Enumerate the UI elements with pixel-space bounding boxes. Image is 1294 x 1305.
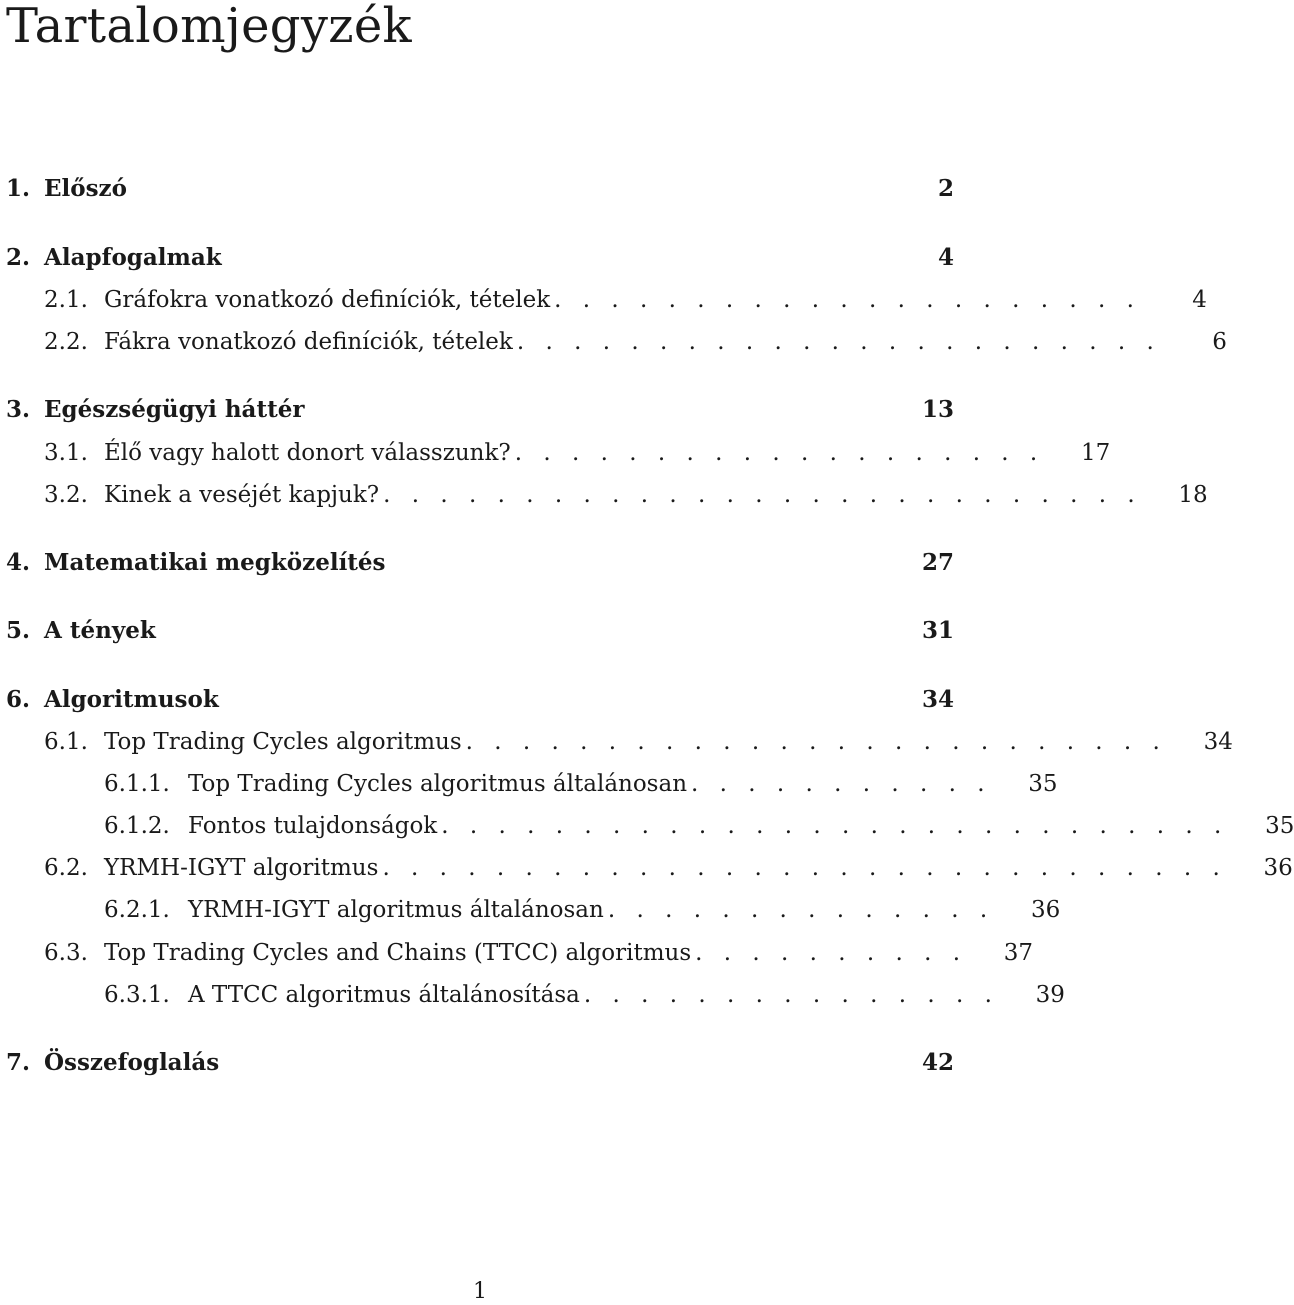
toc-number: 6.: [6, 686, 31, 713]
toc-leader-dots: . . . . . . . . . . . . . . . . . . . . .: [554, 287, 1141, 313]
toc-label: A tények: [44, 617, 156, 644]
toc-page: 18: [1178, 482, 1208, 508]
toc-page: 34: [1203, 729, 1233, 755]
toc-number: 6.1.: [44, 729, 88, 755]
toc-leader-dots: . . . . . . . . . . . . . . . . . . . . . . . . . . . . . .: [382, 855, 1227, 881]
toc-chapter-7[interactable]: [0, 1046, 960, 1080]
toc-leader-dots: . . . . . . . . . . . . . . .: [583, 982, 999, 1008]
toc-subsection-6-2-1[interactable]: [0, 893, 1061, 927]
toc-subsection-6-1-1[interactable]: [0, 767, 1058, 801]
toc-page: 35: [1028, 771, 1058, 797]
toc-page: 34: [921, 686, 954, 713]
page-number: 1: [473, 1279, 487, 1304]
toc-label: Matematikai megközelítés: [44, 549, 386, 576]
toc-number: 6.1.1.: [104, 771, 170, 797]
toc-label: Összefoglalás: [44, 1049, 220, 1076]
toc-label: Élő vagy halott donort válasszunk?: [104, 440, 511, 466]
toc-leader-dots: . . . . . . . . . . . . . .: [607, 897, 995, 923]
toc-leader-dots: . . . . . . . . . . . . . . . . . . . . . . . . .: [465, 729, 1167, 755]
toc-number: 1.: [6, 175, 31, 202]
toc-page: 27: [921, 549, 954, 576]
toc-leader-dots: . . . . . . . . . . .: [691, 771, 992, 797]
toc-section-3-2[interactable]: [0, 478, 1208, 512]
toc-label: Egészségügyi háttér: [44, 396, 305, 423]
toc-page: 42: [921, 1049, 954, 1076]
toc-section-2-1[interactable]: [0, 283, 1207, 317]
toc-number: 4.: [6, 549, 31, 576]
toc-section-6-3[interactable]: [0, 936, 1034, 970]
toc-number: 6.3.: [44, 940, 88, 966]
toc-label: Kinek a veséjét kapjuk?: [104, 482, 380, 508]
toc-number: 6.3.1.: [104, 982, 170, 1008]
toc-leader-dots: . . . . . . . . . . . . . . . . . . . . . . . . . . . .: [441, 813, 1229, 839]
toc-number: 2.: [6, 244, 31, 271]
toc-page: 6: [1212, 329, 1227, 355]
toc-leader-dots: . . . . . . . . . .: [695, 940, 968, 966]
page-title: Tartalomjegyzék: [6, 0, 412, 54]
toc-label: YRMH-IGYT algoritmus általánosan: [188, 897, 604, 923]
toc-subsection-6-1-2[interactable]: [0, 809, 1294, 843]
toc-page: 2: [937, 175, 954, 202]
toc-chapter-1[interactable]: [0, 172, 960, 206]
toc-label: Gráfokra vonatkozó definíciók, tételek: [104, 287, 551, 313]
toc-label: Fákra vonatkozó definíciók, tételek: [104, 329, 513, 355]
toc-leader-dots: . . . . . . . . . . . . . . . . . . . . . . .: [516, 329, 1161, 355]
toc-chapter-2[interactable]: [0, 241, 960, 275]
toc-subsection-6-3-1[interactable]: [0, 978, 1065, 1012]
toc-label: A TTCC algoritmus általánosítása: [188, 982, 580, 1008]
toc-page: 37: [1003, 940, 1034, 966]
toc-number: 6.2.1.: [104, 897, 170, 923]
toc-page: 4: [937, 244, 954, 271]
toc-page: 17: [1080, 440, 1111, 466]
toc-number: 2.1.: [44, 287, 88, 313]
toc-page: 4: [1192, 287, 1207, 313]
toc-leader-dots: . . . . . . . . . . . . . . . . . . . . . . . . . . .: [383, 482, 1142, 508]
toc-label: Top Trading Cycles algoritmus: [104, 729, 462, 755]
toc-number: 5.: [6, 617, 31, 644]
toc-number: 6.2.: [44, 855, 88, 881]
toc-page: 13: [921, 396, 954, 423]
toc-label: YRMH-IGYT algoritmus: [104, 855, 379, 881]
toc-label: Top Trading Cycles algoritmus általánosan: [188, 771, 688, 797]
toc-number: 7.: [6, 1049, 31, 1076]
toc-label: Top Trading Cycles and Chains (TTCC) algoritmus: [104, 940, 692, 966]
toc-number: 6.1.2.: [104, 813, 170, 839]
toc-section-2-2[interactable]: [0, 325, 1227, 359]
toc-section-3-1[interactable]: [0, 436, 1111, 470]
toc-page: 31: [921, 617, 954, 644]
toc-section-6-1[interactable]: [0, 725, 1233, 759]
toc-page: 35: [1265, 813, 1294, 839]
toc-number: 3.1.: [44, 440, 88, 466]
toc-page: 36: [1263, 855, 1293, 881]
toc-chapter-6[interactable]: [0, 683, 960, 717]
toc-label: Előszó: [44, 175, 127, 202]
toc-number: 3.2.: [44, 482, 88, 508]
toc-number: 2.2.: [44, 329, 88, 355]
toc-label: Fontos tulajdonságok: [188, 813, 438, 839]
toc-chapter-5[interactable]: [0, 614, 960, 648]
toc-chapter-4[interactable]: [0, 546, 960, 580]
toc-page: 36: [1030, 897, 1061, 923]
toc-section-6-2[interactable]: [0, 851, 1293, 885]
toc-label: Alapfogalmak: [44, 244, 222, 271]
toc-label: Algoritmusok: [44, 686, 219, 713]
toc-leader-dots: . . . . . . . . . . . . . . . . . . .: [514, 440, 1045, 466]
toc-number: 3.: [6, 396, 31, 423]
toc-page: 39: [1035, 982, 1065, 1008]
toc-chapter-3[interactable]: [0, 393, 960, 427]
